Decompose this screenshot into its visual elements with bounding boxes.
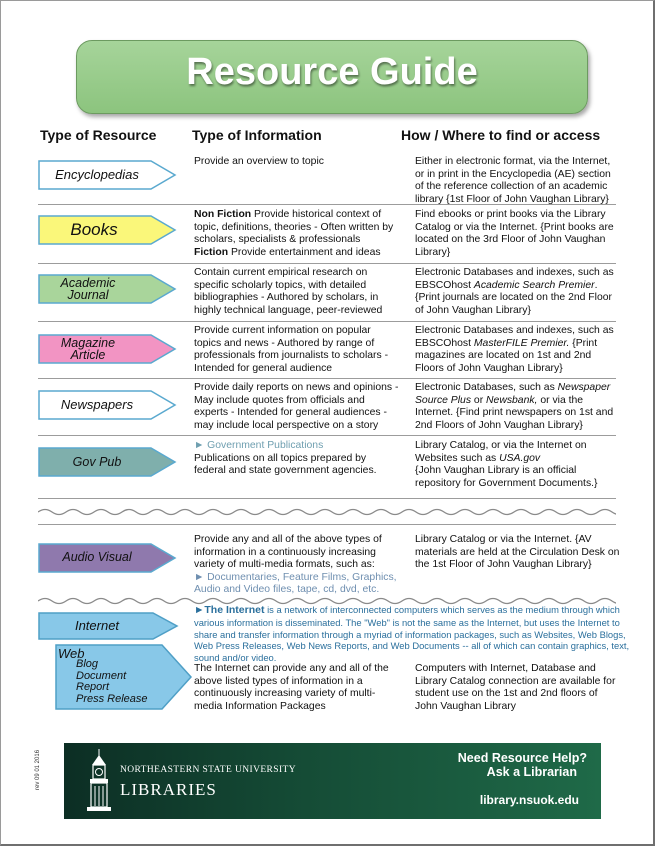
row-divider	[38, 378, 616, 379]
tag-label: Internet	[74, 618, 120, 633]
internet-note: ►The Internet is a network of interconnected computers which serves as the medium through which various information is disseminated. The "Web" is not the same as the Internet, but uses the Internet to share and transfer information through a myriad of information packages, such as Websites, Web Blogs, Web Press Releases, Web News Reports, and Web Documents -- all of which can contain graphics, text, sound and/or video.	[194, 604, 630, 664]
libraries-wordmark: LIBRARIES	[120, 780, 217, 799]
info-audio-visual: Provide any and all of the above types of information in a continuously increasing variety of multi-media formats, such as: ► Documentaries, Feature Films, Graphics, Audio and Video files, tape, cd, dvd, etc.	[194, 534, 397, 595]
tag-gov-pub	[38, 447, 176, 477]
web-sub-item: Report	[76, 681, 110, 693]
row-divider	[38, 204, 616, 205]
info-encyclopedias: Provide an overview to topic	[194, 156, 324, 167]
info-bold: Fiction	[194, 246, 229, 258]
info-magazine-article: Provide current information on popular topics and news - Authored by range of professionals from journalists to scholars - Intended for general audience	[194, 325, 389, 374]
tag-audio-visual	[38, 543, 176, 573]
footer-banner	[64, 743, 601, 819]
header-type-of-resource: Type of Resource	[40, 127, 157, 143]
tag-internet	[38, 612, 178, 640]
web-sub-item: Document	[76, 669, 127, 682]
info-books	[194, 209, 399, 259]
where-academic-journal: Electronic Databases and indexes, such as EBSCOhost Academic Search Premier. {Print journals are located on the 2nd Floor of John Vaughan Library}	[415, 267, 614, 316]
tag-academic-journal	[38, 274, 176, 304]
row-divider	[38, 524, 616, 525]
info-text: Provide historical context of topic, definitions, theories - Often written by scholars, specialists & professionals	[194, 209, 394, 245]
info-newspapers: Provide daily reports on news and opinions - May include quotes from officials and experts - Intended for general audiences - may include local perspective on a story	[194, 382, 399, 431]
where-audio-visual: Library Catalog or via the Internet. {AV materials are held at the Circulation Desk on the 1st Floor of John Vaughan Library}	[415, 534, 620, 570]
info-gov-pub: ► Government Publications Publications on all topics prepared by federal and state government agencies.	[194, 440, 377, 476]
government-publications-link[interactable]: ► Government Publications	[194, 440, 324, 451]
header-how-where: How / Where to find or access	[401, 127, 601, 143]
where-newspapers: Electronic Databases, such as Newspaper Source Plus or Newsbank, or via the Internet. {Find print newspapers on 1st and 2nd Floors of John Vaughan Library}	[415, 382, 614, 431]
row-divider	[38, 435, 616, 436]
tag-encyclopedias	[38, 160, 176, 190]
web-sub-item: Press Release	[76, 692, 148, 705]
tag-magazine-article	[38, 334, 176, 364]
revision-date: rev 09 01 2016	[35, 749, 41, 790]
library-url-link[interactable]: library.nsuok.edu	[479, 793, 579, 807]
web-sub-list	[76, 659, 148, 705]
tag-label: Newspapers	[60, 397, 134, 412]
tag-label: Academic Journal	[60, 276, 116, 302]
info-text: Provide entertainment and ideas	[228, 246, 381, 258]
tag-label: Books	[70, 220, 118, 239]
ask-librarian-text: Ask a Librarian	[486, 765, 577, 779]
tag-newspapers	[38, 390, 176, 420]
info-academic-journal: Contain current empirical research on specific scholarly topics, with detailed bibliographies - Authored by scholars, in highly technical language, peer-reviewed	[194, 267, 383, 316]
tag-label: Encyclopedias	[55, 167, 139, 182]
where-magazine-article: Electronic Databases and indexes, such as EBSCOhost MasterFILE Premier. {Print magazines are located on 1st and 2nd Floors of John Vaughan Library}	[415, 325, 614, 374]
page-title: Resource Guide	[186, 51, 478, 93]
row-divider	[38, 321, 616, 322]
web-sub-item: Blog	[76, 658, 99, 670]
title-banner	[76, 40, 588, 114]
row-divider	[38, 498, 616, 499]
clock-tower-icon	[84, 749, 114, 813]
wavy-divider	[38, 507, 616, 517]
where-web: Computers with Internet, Database and Library Catalog connection are available for student use on the 1st and 2nd floors of John Vaughan Library	[415, 663, 616, 712]
tag-books	[38, 215, 176, 245]
where-encyclopedias: Either in electronic format, via the Internet, or in print in the Encyclopedia (AE) section of the reference collection of an academic library {1st Floor of John Vaughan Library}	[415, 156, 611, 205]
tag-label: Gov Pub	[72, 455, 122, 469]
university-name: NORTHEASTERN STATE UNIVERSITY	[120, 765, 296, 775]
info-bold: Non Fiction	[194, 209, 252, 220]
where-gov-pub: Library Catalog, or via the Internet on Websites such as USA.gov {John Vaughan Library is an official repository for Government Documents.}	[415, 440, 598, 489]
row-divider	[38, 263, 616, 264]
tag-label: Magazine Article	[60, 336, 116, 362]
multimedia-formats-link[interactable]: ► Documentaries, Feature Films, Graphics, Audio and Video files, tape, cd, dvd, etc.	[194, 571, 397, 595]
header-type-of-information: Type of Information	[192, 127, 322, 143]
info-web: The Internet can provide any and all of the above listed types of information in a continuously increasing variety of multi-media Information Packages	[194, 663, 389, 712]
tag-label: Audio Visual	[62, 550, 132, 564]
where-books: Find ebooks or print books via the Library Catalog or via the Internet. {Print books are located on the 3rd Floor of John Vaughan Library}	[415, 209, 614, 258]
usa-gov-link[interactable]: USA.gov	[499, 452, 541, 464]
help-text: Need Resource Help?	[457, 751, 587, 765]
help-callout	[458, 751, 587, 779]
tag-web	[38, 644, 192, 710]
tag-label: Web	[58, 646, 85, 661]
